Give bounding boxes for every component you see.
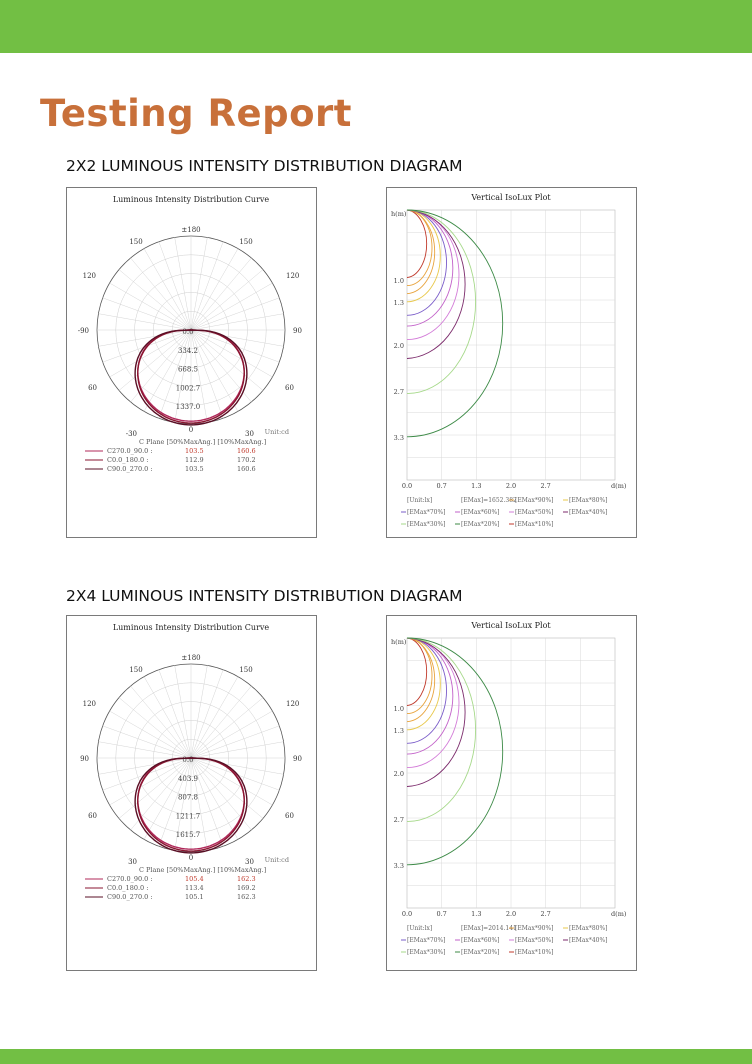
isolux-x-tick: 2.7 [540,482,551,490]
polar-radial-label: 0.0 [182,328,194,336]
polar-radial-label: 668.5 [177,365,199,374]
bottom-green-bar [0,1049,752,1064]
polar-legend-v50: 103.5 [185,465,204,473]
isolux-heading: Vertical IsoLux Plot [471,621,551,630]
polar-radial-label: 807.8 [177,793,199,802]
isolux-legend-item: [EMax*80%] [569,497,608,504]
isolux-y-tick: 3.3 [393,433,404,442]
polar-radial-label: 1002.7 [175,384,201,393]
isolux-legend-item: [EMax*40%] [569,937,608,944]
polar-legend-plane: C0.0_180.0 : [107,884,149,892]
isolux-curve [407,210,432,286]
isolux-legend-item: [EMax*90%] [515,925,554,932]
polar-radial-label: 1337.0 [175,403,201,412]
isolux-y-tick: 1.3 [393,726,404,735]
polar-angle-label: 120 [286,272,300,280]
polar-angle-label: ±180 [181,654,201,662]
isolux-legend-item: [EMax*90%] [515,497,554,504]
isolux-y-tick: 2.7 [393,387,404,396]
polar-angle-label: 150 [129,238,143,246]
polar-legend-v10: 170.2 [237,456,256,464]
polar-angle-label: 30 [128,858,137,866]
isolux-y-tick: 1.0 [393,277,404,286]
isolux-curve [407,638,440,730]
polar-angle-label: 60 [88,384,97,392]
isolux-legend-item: [Unit:lx] [407,925,433,932]
section-title-2x2: 2X2 LUMINOUS INTENSITY DISTRIBUTION DIAGRAM [66,157,463,175]
polar-legend-v50: 113.4 [185,884,204,892]
polar-legend-v50: 103.5 [185,447,204,455]
isolux-panel-2x4 [386,615,637,971]
isolux-axis-x-label: d(m) [611,910,627,918]
polar-angle-label: 60 [285,384,294,392]
polar-angle-label: 0 [188,426,194,434]
isolux-curve [407,638,476,822]
page-title: Testing Report [40,92,352,135]
isolux-legend-item: [EMax*80%] [569,925,608,932]
polar-legend-plane: C270.0_90.0 : [107,875,153,883]
isolux-y-tick: 1.0 [393,705,404,714]
polar-unit-label: Unit:cd [264,428,289,436]
polar-legend-v10: 160.6 [237,447,256,455]
polar-panel-2x4 [66,615,317,971]
isolux-legend-item: [EMax*50%] [515,509,554,516]
polar-legend-v50: 105.4 [185,875,204,883]
polar-legend-v10: 162.3 [237,875,256,883]
polar-radial-label: 334.2 [177,346,199,355]
isolux-legend-item: [EMax*60%] [461,509,500,516]
isolux-legend-item: [EMax*30%] [407,521,446,528]
polar-angle-label: 30 [245,430,254,438]
polar-legend-plane: C270.0_90.0 : [107,447,153,455]
isolux-x-tick: 0.0 [401,482,413,490]
polar-heading: Luminous Intensity Distribution Curve [112,623,270,632]
polar-angle-label: 30 [245,858,254,866]
polar-legend-plane: C90.0_270.0 : [107,465,153,473]
isolux-legend-item: [EMax*70%] [407,509,446,516]
isolux-legend-item: [EMax*60%] [461,937,500,944]
polar-angle-label: 150 [239,666,253,674]
isolux-legend-item: [EMax]=1652.382 [461,497,517,504]
polar-legend-plane: C0.0_180.0 : [107,456,149,464]
polar-angle-label: 90 [293,327,302,335]
polar-legend-v10: 169.2 [237,884,256,892]
polar-radial-label: 1615.7 [175,831,201,840]
isolux-x-tick: 2.7 [540,910,551,918]
isolux-legend-item: [EMax*50%] [515,937,554,944]
isolux-x-tick: 0.7 [436,910,447,918]
isolux-axis-y-label: h(m) [391,210,407,218]
isolux-legend-item: [Unit:lx] [407,497,433,504]
isolux-legend-item: [EMax*10%] [515,521,554,528]
polar-angle-label: 150 [129,666,143,674]
polar-angle-label: 120 [82,700,96,708]
isolux-x-tick: 1.3 [471,482,482,490]
polar-angle-label: 120 [286,700,300,708]
isolux-legend-item: [EMax*40%] [569,509,608,516]
polar-angle-label: 150 [239,238,253,246]
isolux-y-tick: 3.3 [393,861,404,870]
isolux-legend-item: [EMax*30%] [407,949,446,956]
polar-heading: Luminous Intensity Distribution Curve [112,195,270,204]
polar-legend-v10: 162.3 [237,893,256,901]
polar-angle-label: 90 [80,755,89,763]
polar-angle-label: 60 [88,812,97,820]
isolux-axis-x-label: d(m) [611,482,627,490]
isolux-axis-y-label: h(m) [391,638,407,646]
polar-legend-header: C Plane [50%MaxAng.] [10%MaxAng.] [139,438,267,446]
isolux-curve [407,210,440,302]
isolux-legend-item: [EMax*10%] [515,949,554,956]
isolux-legend-item: [EMax*20%] [461,521,500,528]
isolux-x-tick: 1.3 [471,910,482,918]
isolux-curve [407,638,432,714]
polar-legend-v50: 112.9 [185,456,204,464]
polar-radial-label: 0.0 [182,756,194,764]
isolux-legend-item: [EMax]=2014.141 [461,925,517,932]
polar-angle-label: 120 [82,272,96,280]
polar-angle-label: 0 [188,854,194,862]
isolux-diagram-2x4 [387,616,636,970]
isolux-curve [407,638,435,722]
isolux-y-tick: 2.0 [393,342,404,350]
polar-panel-2x2 [66,187,317,538]
polar-diagram-2x4 [67,616,316,970]
polar-legend-header: C Plane [50%MaxAng.] [10%MaxAng.] [139,866,267,874]
polar-angle-label: ±180 [181,226,201,234]
polar-radial-label: 1211.7 [175,812,201,821]
section-title-2x4: 2X4 LUMINOUS INTENSITY DISTRIBUTION DIAGRAM [66,587,463,605]
isolux-heading: Vertical IsoLux Plot [471,193,551,202]
polar-unit-label: Unit:cd [264,856,289,864]
isolux-x-tick: 0.7 [436,482,447,490]
polar-radial-label: 403.9 [177,774,199,783]
isolux-x-tick: 2.0 [505,482,517,490]
isolux-y-tick: 2.7 [393,815,404,824]
polar-legend-v50: 105.1 [185,893,204,901]
isolux-panel-2x2 [386,187,637,538]
polar-angle-label: 60 [285,812,294,820]
polar-diagram-2x2 [67,188,316,537]
isolux-y-tick: 2.0 [393,770,404,778]
isolux-curve [407,210,476,394]
isolux-diagram-2x2 [387,188,636,537]
top-green-bar [0,0,752,53]
polar-angle-label: -90 [77,327,89,335]
isolux-legend-item: [EMax*70%] [407,937,446,944]
isolux-x-tick: 2.0 [505,910,517,918]
polar-angle-label: -30 [125,430,137,438]
isolux-y-tick: 1.3 [393,298,404,307]
isolux-curve [407,210,435,294]
polar-legend-v10: 160.6 [237,465,256,473]
polar-legend-plane: C90.0_270.0 : [107,893,153,901]
isolux-x-tick: 0.0 [401,910,413,918]
polar-angle-label: 90 [293,755,302,763]
isolux-legend-item: [EMax*20%] [461,949,500,956]
